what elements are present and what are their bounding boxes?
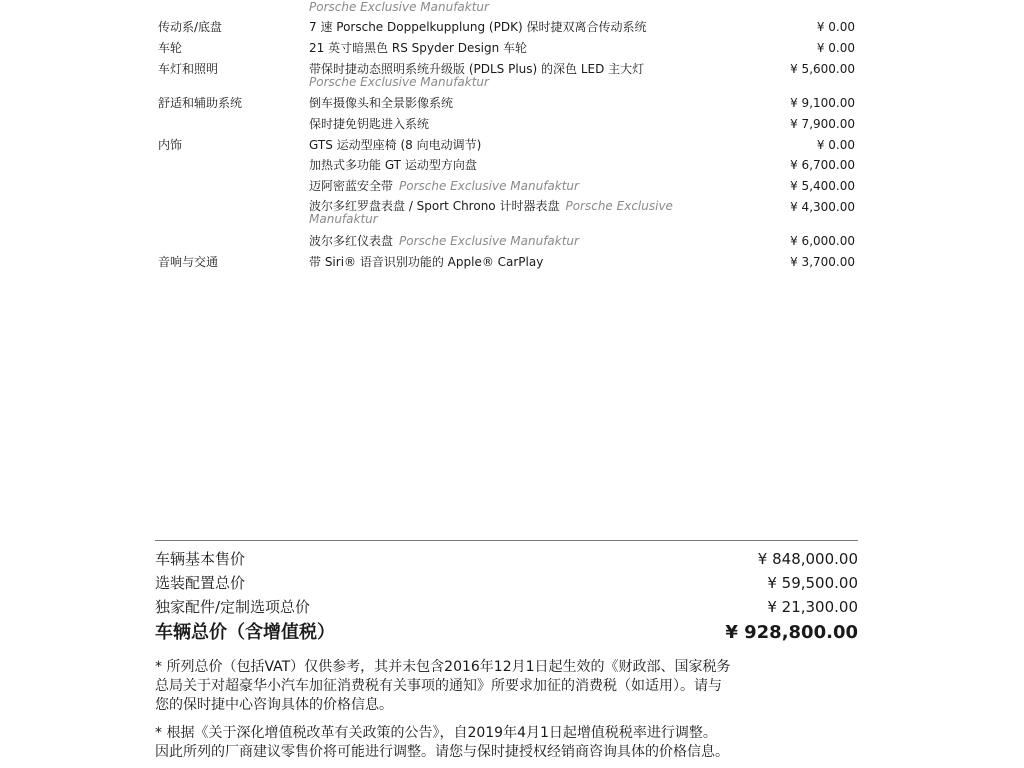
option-category: 车灯和照明 — [158, 62, 219, 76]
option-category: 内饰 — [158, 138, 183, 152]
exclusive-total-label: 独家配件/定制选项总价 — [155, 598, 311, 616]
summary-divider — [155, 540, 858, 541]
option-category: 舒适和辅助系统 — [158, 96, 243, 110]
option-price: ¥ 0.00 — [816, 20, 855, 34]
option-description: 波尔多红罗盘表盘 / Sport Chrono 计时器表盘 — [309, 199, 560, 213]
option-price: ¥ 5,400.00 — [790, 179, 855, 193]
option-exclusive-subtitle: Porsche Exclusive Manufaktur — [309, 75, 489, 89]
option-description: 21 英寸暗黑色 RS Spyder Design 车轮 — [309, 41, 527, 55]
option-category: 音响与交通 — [158, 255, 219, 269]
option-exclusive-label: Porsche Exclusive Manufaktur — [399, 179, 579, 193]
option-description: 7 速 Porsche Doppelkupplung (PDK) 保时捷双离合传动系统 — [309, 20, 647, 34]
option-description-wrap — [309, 179, 729, 194]
note-line: * 所列总价（包括VAT）仅供参考，其并未包含2016年12月1日起生效的《财政部、国家税务 — [155, 659, 731, 675]
option-exclusive-label: Porsche Exclusive Manufaktur — [399, 234, 579, 248]
note-line: * 根据《关于深化增值税改革有关政策的公告》，自2019年4月1日起增值税税率进行调整。 — [155, 725, 717, 741]
note-line: 总局关于对超豪华小汽车加征消费税有关事项的通知》所要求加征的消费税（如适用）。请与 — [155, 678, 722, 694]
option-price: ¥ 6,700.00 — [790, 158, 855, 172]
option-description-wrap — [309, 200, 729, 226]
option-description: GTS 运动型座椅 (8 向电动调节) — [309, 138, 482, 152]
base-price-amount: ¥ 848,000.00 — [757, 550, 858, 568]
option-exclusive-label: Porsche Exclusive Manufaktur — [309, 199, 673, 226]
option-price: ¥ 0.00 — [816, 41, 855, 55]
option-price: ¥ 0.00 — [816, 138, 855, 152]
option-price: ¥ 4,300.00 — [790, 200, 855, 214]
exclusive-total-amount: ¥ 21,300.00 — [767, 598, 858, 616]
option-price: ¥ 9,100.00 — [790, 96, 855, 110]
header-partial-subtitle: Porsche Exclusive Manufaktur — [309, 0, 489, 14]
note-line: 您的保时捷中心咨询具体的价格信息。 — [155, 697, 393, 713]
tax-note-1 — [155, 658, 875, 715]
option-description: 带保时捷动态照明系统升级版 (PDLS Plus) 的深色 LED 主大灯 — [309, 62, 645, 76]
option-description: 带 Siri® 语音识别功能的 Apple® CarPlay — [309, 255, 544, 269]
option-category: 传动系/底盘 — [158, 20, 223, 34]
option-description: 保时捷免钥匙进入系统 — [309, 117, 430, 131]
option-description: 波尔多红仪表盘 — [309, 234, 394, 248]
option-description: 加热式多功能 GT 运动型方向盘 — [309, 158, 477, 172]
options-total-amount: ¥ 59,500.00 — [767, 574, 858, 592]
options-total-label: 选装配置总价 — [155, 574, 246, 592]
option-description-wrap — [309, 234, 729, 249]
option-price: ¥ 3,700.00 — [790, 255, 855, 269]
base-price-label: 车辆基本售价 — [155, 550, 246, 568]
grand-total-label: 车辆总价（含增值税） — [155, 622, 335, 643]
option-price: ¥ 7,900.00 — [790, 117, 855, 131]
option-description: 倒车摄像头和全景影像系统 — [309, 96, 454, 110]
option-price: ¥ 6,000.00 — [790, 234, 855, 248]
note-line: 因此所列的厂商建议零售价将可能进行调整。请您与保时捷授权经销商咨询具体的价格信息。 — [155, 744, 729, 760]
option-price: ¥ 5,600.00 — [790, 62, 855, 76]
tax-note-2 — [155, 724, 875, 762]
grand-total-amount: ¥ 928,800.00 — [725, 622, 858, 643]
option-category: 车轮 — [158, 41, 183, 55]
option-description: 迈阿密蓝安全带 — [309, 179, 394, 193]
